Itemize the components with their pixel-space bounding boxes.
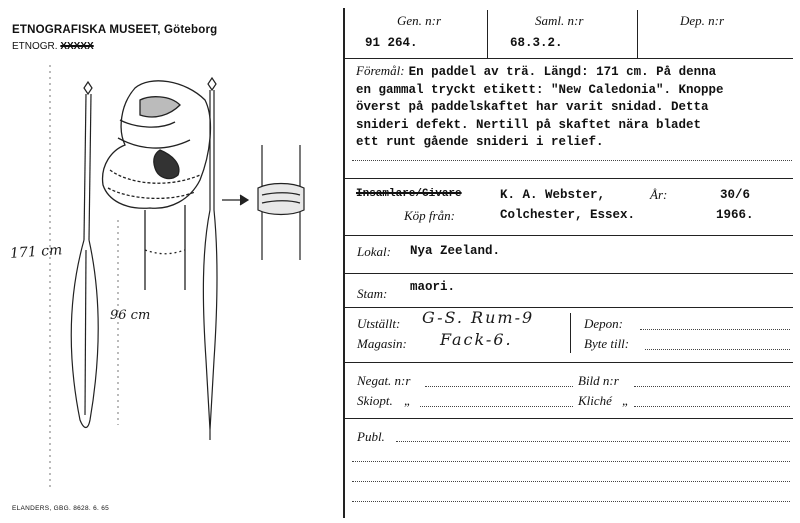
utstallt-value: G-S. Rum-9 — [422, 308, 535, 327]
depon-label: Depon: — [584, 316, 623, 331]
negat-dots — [425, 386, 573, 387]
cliche-value: „ — [622, 393, 630, 408]
publ-label: Publ. — [357, 429, 385, 444]
giver-value: K. A. Webster, — [500, 188, 606, 202]
header-divider-1 — [487, 10, 488, 58]
carved-knob-detail-drawing — [103, 81, 211, 290]
lokal-rule — [345, 273, 793, 274]
cliche-label: Kliché — [578, 393, 612, 408]
magasin-value: Fack-6. — [440, 330, 513, 349]
foremal-line-1: En paddel av trä. Längd: 171 cm. På denna — [408, 65, 717, 79]
foremal-block — [356, 62, 796, 152]
stam-label: Stam: — [357, 286, 388, 301]
giver-label-struck: Insamlare/Givare — [356, 188, 462, 200]
saml-nr-label: Saml. n:r — [535, 13, 584, 28]
kop-fran-label: Köp från: — [404, 208, 455, 223]
publ-dots-2 — [352, 461, 790, 462]
negat-rule — [345, 418, 793, 419]
bild-label: Bild n:r — [578, 373, 619, 388]
dep-nr-label: Dep. n:r — [680, 13, 725, 28]
length-annotation: 171 cm — [9, 242, 63, 262]
negat-label: Negat. n:r — [357, 373, 411, 388]
byte-dots — [645, 349, 790, 350]
depon-dots — [640, 329, 790, 330]
paddle-side-view-drawing — [203, 78, 217, 440]
skiopt-value: „ — [404, 393, 412, 408]
relief-band-detail-drawing — [222, 145, 304, 260]
saml-nr-value: 68.3.2. — [510, 36, 563, 50]
foremal-line-5: ett runt gående sniderі i relief. — [356, 135, 604, 149]
skiopt-dots — [420, 406, 573, 407]
byte-till-label: Byte till: — [584, 336, 630, 351]
storage-rule — [345, 362, 793, 363]
foremal-line-3: överst på paddelskaftet har varit snidad. Detta — [356, 100, 709, 114]
bild-dots — [634, 386, 790, 387]
etnogr-label: ETNOGR. — [12, 41, 58, 52]
printer-imprint: ELANDERS, GBG. 8628. 6. 65 — [12, 505, 110, 512]
stam-rule — [345, 307, 793, 308]
foremal-label: Föremål: — [356, 63, 405, 78]
foremal-line-4: sniderі defekt. Nertill på skaftet nära bladet — [356, 117, 702, 132]
blade-length-annotation: 96 cm — [110, 308, 151, 323]
kop-fran-value: Colchester, Essex. — [500, 208, 636, 222]
foremal-rule — [345, 178, 793, 179]
gen-nr-value: 91 264. — [365, 36, 418, 50]
utstallt-label: Utställt: — [357, 316, 401, 331]
header-divider-2 — [637, 10, 638, 58]
lokal-label: Lokal: — [357, 244, 391, 259]
kop-year-value: 1966. — [716, 208, 754, 222]
storage-divider — [570, 313, 571, 353]
cliche-dots — [634, 406, 790, 407]
publ-dots-4 — [352, 501, 790, 502]
museum-title: ETNOGRAFISKA MUSEET, Göteborg — [12, 24, 218, 36]
gen-nr-label: Gen. n:r — [397, 13, 442, 28]
ar-value: 30/6 — [720, 188, 751, 202]
publ-dots-3 — [352, 481, 790, 482]
acquisition-rule — [345, 235, 793, 236]
skiopt-label: Skiopt. — [357, 393, 393, 408]
foremal-line-2: en gammal tryckt etikett: "New Caledonia". Knoppe — [356, 82, 724, 97]
magasin-label: Magasin: — [357, 336, 407, 351]
card-left-border — [343, 8, 345, 518]
dotted-line-1 — [352, 160, 792, 161]
paddle-full-view-drawing — [71, 82, 98, 428]
header-rule — [345, 58, 793, 59]
etnogr-struck-text: XXXXX — [60, 41, 94, 52]
paddle-drawings — [0, 60, 340, 500]
ar-label: År: — [650, 187, 668, 202]
stam-value: maori. — [410, 280, 456, 294]
lokal-value: Nya Zeeland. — [410, 244, 501, 258]
etnogr-line — [12, 41, 94, 52]
publ-dots-1 — [396, 441, 790, 442]
